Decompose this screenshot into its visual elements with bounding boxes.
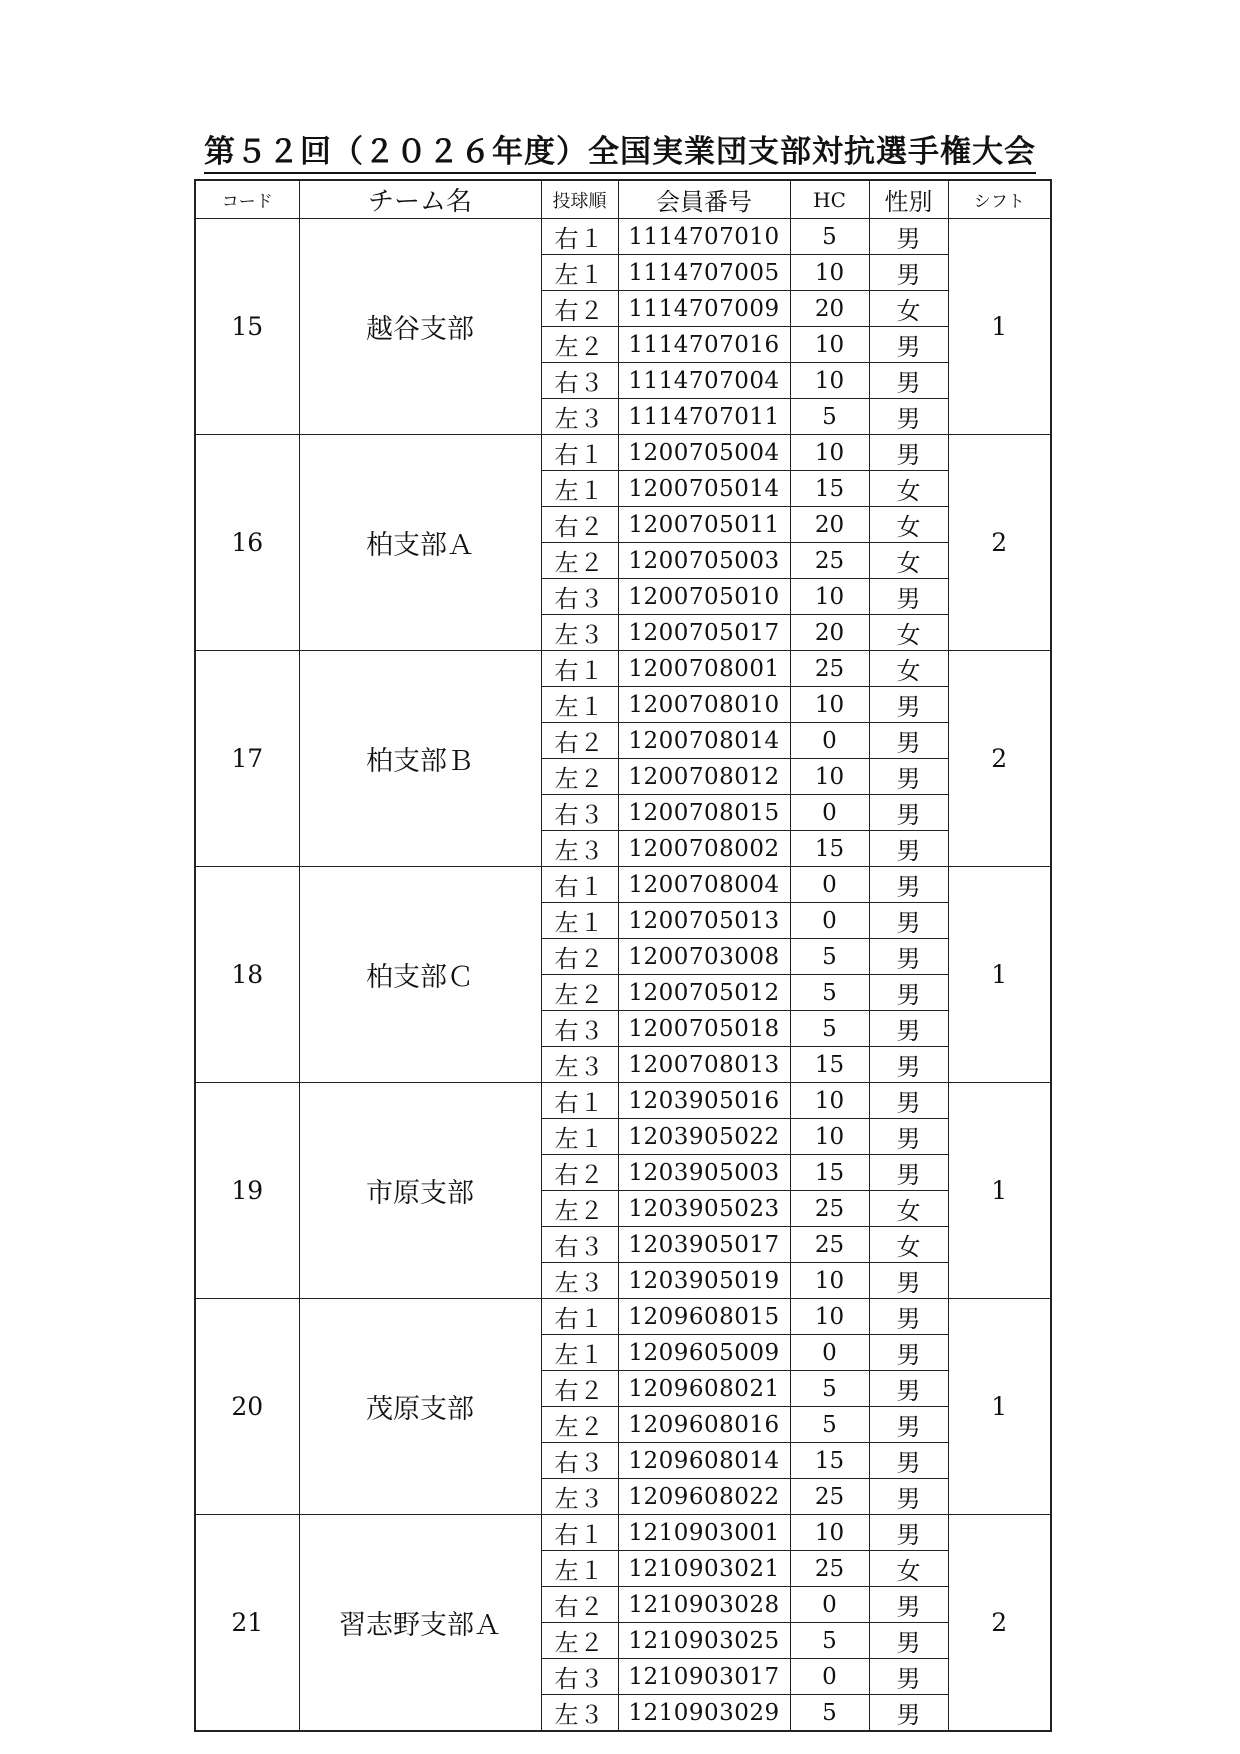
handicap: 5 (790, 1695, 869, 1732)
header-row (195, 180, 1051, 219)
team-code: 17 (195, 651, 299, 867)
handicap: 25 (790, 651, 869, 687)
handicap: 5 (790, 1371, 869, 1407)
team-code: 19 (195, 1083, 299, 1299)
handicap: 0 (790, 723, 869, 759)
member-number: 1200708012 (618, 759, 790, 795)
member-number: 1209608015 (618, 1299, 790, 1335)
member-number: 1200708015 (618, 795, 790, 831)
member-number: 1200708013 (618, 1047, 790, 1083)
sex: 男 (869, 1407, 948, 1443)
bowling-order: 右２ (541, 1155, 618, 1191)
bowling-order: 左２ (541, 543, 618, 579)
bowling-order: 右１ (541, 1299, 618, 1335)
member-number: 1210903017 (618, 1659, 790, 1695)
header-member-number: 会員番号 (618, 180, 790, 219)
sex: 男 (869, 687, 948, 723)
sex: 男 (869, 1083, 948, 1119)
bowling-order: 左２ (541, 759, 618, 795)
bowling-order: 左１ (541, 1551, 618, 1587)
bowling-order: 右３ (541, 1227, 618, 1263)
team-code: 21 (195, 1515, 299, 1732)
sex: 女 (869, 1551, 948, 1587)
sex: 男 (869, 1371, 948, 1407)
roster-body (195, 219, 1051, 1732)
member-number: 1209608021 (618, 1371, 790, 1407)
handicap: 10 (790, 1515, 869, 1551)
bowling-order: 右１ (541, 219, 618, 255)
bowling-order: 右３ (541, 1659, 618, 1695)
member-number: 1210903029 (618, 1695, 790, 1732)
bowling-order: 右３ (541, 579, 618, 615)
team-shift: 2 (948, 1515, 1051, 1732)
bowling-order: 右３ (541, 1011, 618, 1047)
handicap: 15 (790, 1443, 869, 1479)
sex: 男 (869, 1443, 948, 1479)
handicap: 0 (790, 1335, 869, 1371)
bowling-order: 右３ (541, 795, 618, 831)
bowling-order: 右２ (541, 507, 618, 543)
handicap: 10 (790, 1299, 869, 1335)
team-name: 市原支部 (299, 1083, 541, 1299)
team-code: 20 (195, 1299, 299, 1515)
header-bowling-order: 投球順 (541, 180, 618, 219)
bowling-order: 右２ (541, 939, 618, 975)
member-number: 1114707010 (618, 219, 790, 255)
sex: 男 (869, 579, 948, 615)
header-handicap: HC (790, 180, 869, 219)
table-row (195, 651, 1051, 687)
member-number: 1209608016 (618, 1407, 790, 1443)
sex: 男 (869, 363, 948, 399)
bowling-order: 左２ (541, 975, 618, 1011)
sex: 男 (869, 1335, 948, 1371)
sex: 男 (869, 939, 948, 975)
bowling-order: 右１ (541, 651, 618, 687)
member-number: 1114707009 (618, 291, 790, 327)
sex: 男 (869, 1695, 948, 1732)
sex: 男 (869, 255, 948, 291)
sex: 男 (869, 1047, 948, 1083)
bowling-order: 左２ (541, 1407, 618, 1443)
member-number: 1200705011 (618, 507, 790, 543)
handicap: 20 (790, 291, 869, 327)
member-number: 1200705017 (618, 615, 790, 651)
bowling-order: 左２ (541, 327, 618, 363)
team-code: 15 (195, 219, 299, 435)
team-code: 18 (195, 867, 299, 1083)
member-number: 1114707011 (618, 399, 790, 435)
member-number: 1203905017 (618, 1227, 790, 1263)
sex: 女 (869, 651, 948, 687)
sex: 男 (869, 1479, 948, 1515)
member-number: 1114707004 (618, 363, 790, 399)
table-row (195, 867, 1051, 903)
team-code: 16 (195, 435, 299, 651)
handicap: 5 (790, 975, 869, 1011)
sex: 男 (869, 1263, 948, 1299)
sex: 男 (869, 795, 948, 831)
handicap: 10 (790, 687, 869, 723)
handicap: 0 (790, 903, 869, 939)
handicap: 5 (790, 1623, 869, 1659)
bowling-order: 左３ (541, 1263, 618, 1299)
handicap: 25 (790, 1551, 869, 1587)
member-number: 1200705004 (618, 435, 790, 471)
sex: 女 (869, 507, 948, 543)
handicap: 25 (790, 1227, 869, 1263)
member-number: 1114707016 (618, 327, 790, 363)
sex: 男 (869, 1515, 948, 1551)
bowling-order: 右１ (541, 435, 618, 471)
member-number: 1200705003 (618, 543, 790, 579)
sex: 男 (869, 723, 948, 759)
member-number: 1210903001 (618, 1515, 790, 1551)
team-name: 越谷支部 (299, 219, 541, 435)
handicap: 15 (790, 1047, 869, 1083)
sex: 男 (869, 399, 948, 435)
handicap: 0 (790, 1587, 869, 1623)
sex: 男 (869, 327, 948, 363)
bowling-order: 右２ (541, 291, 618, 327)
member-number: 1200708002 (618, 831, 790, 867)
member-number: 1209608022 (618, 1479, 790, 1515)
sex: 女 (869, 615, 948, 651)
member-number: 1210903025 (618, 1623, 790, 1659)
bowling-order: 左２ (541, 1191, 618, 1227)
handicap: 5 (790, 399, 869, 435)
member-number: 1200705018 (618, 1011, 790, 1047)
handicap: 5 (790, 1407, 869, 1443)
header-code: コード (195, 180, 299, 219)
member-number: 1203905022 (618, 1119, 790, 1155)
handicap: 20 (790, 507, 869, 543)
member-number: 1200705010 (618, 579, 790, 615)
handicap: 10 (790, 327, 869, 363)
bowling-order: 左３ (541, 1695, 618, 1732)
bowling-order: 左１ (541, 255, 618, 291)
member-number: 1200705013 (618, 903, 790, 939)
member-number: 1203905019 (618, 1263, 790, 1299)
bowling-order: 左３ (541, 399, 618, 435)
sex: 男 (869, 831, 948, 867)
page-title-text: 第５２回（２０２６年度）全国実業団支部対抗選手権大会 (204, 134, 1036, 174)
table-row (195, 1083, 1051, 1119)
bowling-order: 左１ (541, 1335, 618, 1371)
team-name: 柏支部Ｂ (299, 651, 541, 867)
member-number: 1203905023 (618, 1191, 790, 1227)
sex: 女 (869, 291, 948, 327)
member-number: 1200708014 (618, 723, 790, 759)
handicap: 15 (790, 1155, 869, 1191)
handicap: 10 (790, 1119, 869, 1155)
team-shift: 1 (948, 1299, 1051, 1515)
bowling-order: 左３ (541, 1479, 618, 1515)
sex: 男 (869, 1119, 948, 1155)
sex: 男 (869, 1299, 948, 1335)
member-number: 1210903021 (618, 1551, 790, 1587)
handicap: 25 (790, 543, 869, 579)
sex: 男 (869, 867, 948, 903)
table-row (195, 435, 1051, 471)
team-name: 柏支部Ｃ (299, 867, 541, 1083)
member-number: 1210903028 (618, 1587, 790, 1623)
bowling-order: 右１ (541, 1083, 618, 1119)
bowling-order: 右２ (541, 1587, 618, 1623)
table-row (195, 1515, 1051, 1551)
sex: 女 (869, 1191, 948, 1227)
member-number: 1200708004 (618, 867, 790, 903)
bowling-order: 左１ (541, 687, 618, 723)
sex: 男 (869, 435, 948, 471)
sex: 男 (869, 1623, 948, 1659)
handicap: 10 (790, 255, 869, 291)
handicap: 5 (790, 939, 869, 975)
bowling-order: 右２ (541, 723, 618, 759)
member-number: 1200708010 (618, 687, 790, 723)
bowling-order: 右２ (541, 1371, 618, 1407)
handicap: 25 (790, 1191, 869, 1227)
bowling-order: 左３ (541, 1047, 618, 1083)
handicap: 0 (790, 867, 869, 903)
bowling-order: 左１ (541, 471, 618, 507)
member-number: 1200708001 (618, 651, 790, 687)
handicap: 10 (790, 363, 869, 399)
member-number: 1200703008 (618, 939, 790, 975)
handicap: 15 (790, 471, 869, 507)
bowling-order: 左１ (541, 903, 618, 939)
sex: 男 (869, 975, 948, 1011)
sex: 男 (869, 903, 948, 939)
roster-table (194, 179, 1052, 1732)
handicap: 0 (790, 1659, 869, 1695)
bowling-order: 右３ (541, 1443, 618, 1479)
handicap: 5 (790, 1011, 869, 1047)
bowling-order: 左３ (541, 831, 618, 867)
table-row (195, 1299, 1051, 1335)
sex: 男 (869, 219, 948, 255)
sex: 女 (869, 1227, 948, 1263)
handicap: 20 (790, 615, 869, 651)
handicap: 10 (790, 759, 869, 795)
member-number: 1200705012 (618, 975, 790, 1011)
bowling-order: 左２ (541, 1623, 618, 1659)
bowling-order: 左１ (541, 1119, 618, 1155)
team-shift: 2 (948, 435, 1051, 651)
header-shift: シフト (948, 180, 1051, 219)
team-name: 柏支部Ａ (299, 435, 541, 651)
page-title (0, 126, 1240, 171)
handicap: 5 (790, 219, 869, 255)
sex: 女 (869, 543, 948, 579)
sex: 男 (869, 1659, 948, 1695)
handicap: 10 (790, 1263, 869, 1299)
handicap: 10 (790, 579, 869, 615)
member-number: 1203905016 (618, 1083, 790, 1119)
member-number: 1209608014 (618, 1443, 790, 1479)
sex: 男 (869, 1587, 948, 1623)
header-sex: 性別 (869, 180, 948, 219)
sex: 男 (869, 1155, 948, 1191)
member-number: 1114707005 (618, 255, 790, 291)
team-shift: 1 (948, 867, 1051, 1083)
bowling-order: 右１ (541, 1515, 618, 1551)
handicap: 15 (790, 831, 869, 867)
member-number: 1209605009 (618, 1335, 790, 1371)
bowling-order: 左３ (541, 615, 618, 651)
team-shift: 1 (948, 219, 1051, 435)
team-shift: 2 (948, 651, 1051, 867)
sex: 男 (869, 759, 948, 795)
header-team-name: チーム名 (299, 180, 541, 219)
sex: 男 (869, 1011, 948, 1047)
team-shift: 1 (948, 1083, 1051, 1299)
team-name: 茂原支部 (299, 1299, 541, 1515)
bowling-order: 右１ (541, 867, 618, 903)
handicap: 10 (790, 1083, 869, 1119)
member-number: 1203905003 (618, 1155, 790, 1191)
handicap: 25 (790, 1479, 869, 1515)
handicap: 10 (790, 435, 869, 471)
bowling-order: 右３ (541, 363, 618, 399)
handicap: 0 (790, 795, 869, 831)
team-name: 習志野支部Ａ (299, 1515, 541, 1732)
sex: 女 (869, 471, 948, 507)
member-number: 1200705014 (618, 471, 790, 507)
table-row (195, 219, 1051, 255)
